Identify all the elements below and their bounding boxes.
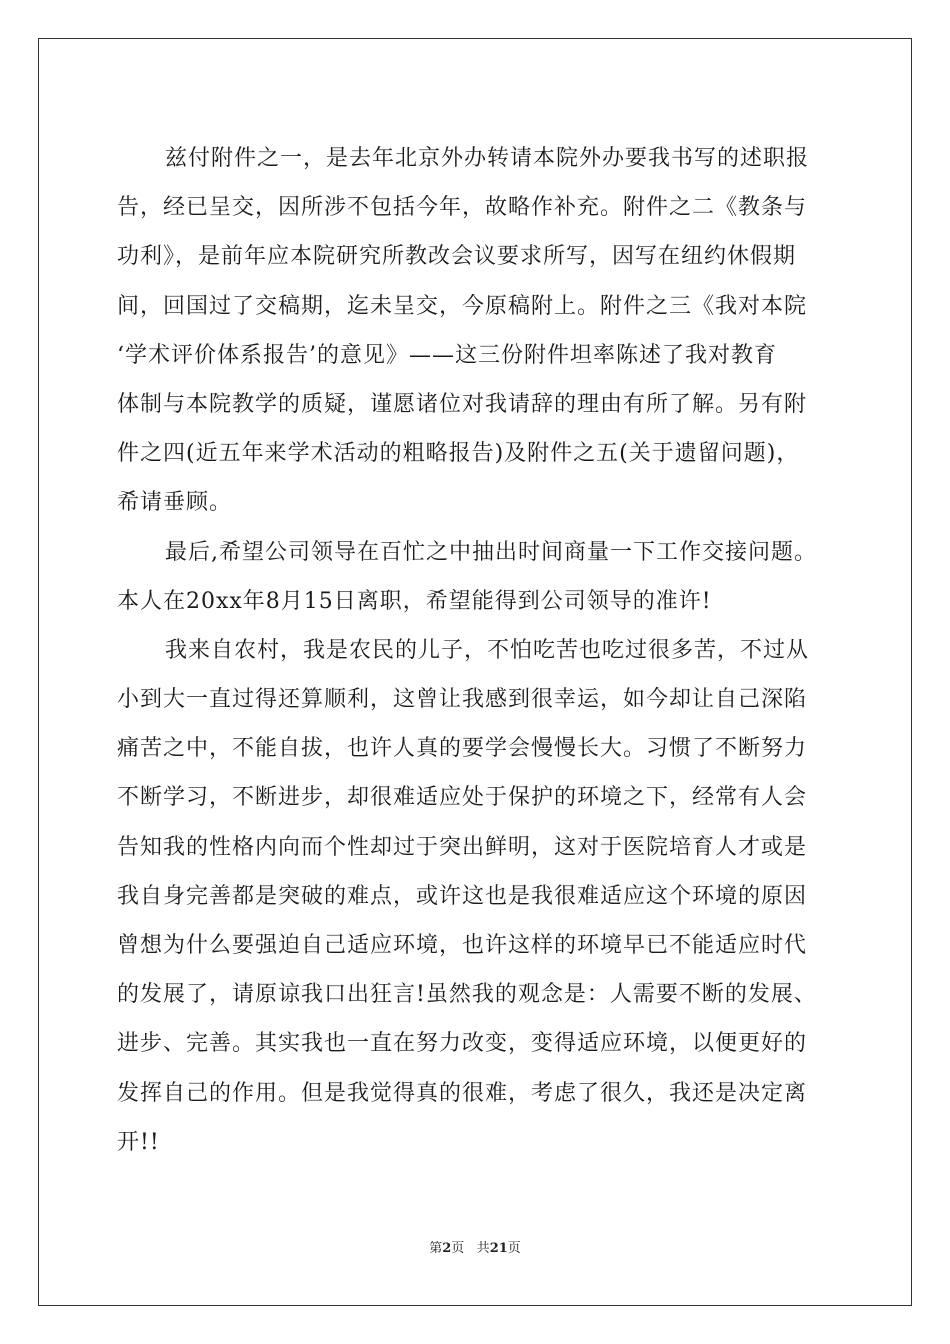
paragraph-1-line-8: 希请垂顾。 [117,490,233,516]
page-current: 2 [442,1241,452,1256]
paragraph-3-line-6: 我自身完善都是突破的难点，或许这也是我很难适应这个环境的原因 [117,883,808,909]
page-footer [39,1237,911,1256]
paragraph-3-line-7: 曾想为什么要强迫自己适应环境，也许这样的环境早已不能适应时代 [117,933,808,958]
paragraph-2-line-1: 最后,希望公司领导在百忙之中抽出时间商量一下工作交接问题。 [165,539,817,565]
page-suffix: 页 [451,1241,465,1256]
paragraph-1-line-5: ‘学术评价体系报告’的意见》——这三份附件坦率陈述了我对教育 [117,342,777,368]
paragraph-3-line-2: 小到大一直过得还算顺利，这曾让我感到很幸运，如今却让自己深陷 [117,687,808,713]
paragraph-3-line-9: 进步、完善。其实我也一直在努力改变，变得适应环境，以便更好的 [117,1031,808,1057]
total-suffix: 页 [507,1241,521,1256]
paragraph-1-line-1: 兹付附件之一，是去年北京外办转请本院外办要我书写的述职报 [165,146,810,171]
paragraph-3-line-10: 发挥自己的作用。但是我觉得真的很难，考虑了很久，我还是决定离 [117,1080,808,1106]
page-prefix: 第 [429,1241,443,1256]
paragraph-3-line-5: 告知我的性格内向而个性却过于突出鲜明，这对于医院培育人才或是 [117,834,808,860]
document-body [117,134,837,1167]
paragraph-1-line-2: 告，经已呈交，因所涉不包括今年，故略作补充。附件之二《教条与 [117,195,808,221]
paragraph-1-line-3: 功利》，是前年应本院研究所教改会议要求所写，因写在纽约休假期 [117,244,797,270]
paragraph-2-line-2: 本人在20xx年8月15日离职，希望能得到公司领导的准许! [117,588,712,614]
paragraph-3-line-3: 痛苦之中，不能自拔，也许人真的要学会慢慢长大。习惯了不断努力 [117,736,808,762]
paragraph-1-line-6: 体制与本院教学的质疑，谨愿诸位对我请辞的理由有所了解。另有附 [117,391,808,417]
paragraph-3-line-8: 的发展了，请原谅我口出狂言!虽然我的观念是：人需要不断的发展、 [117,982,817,1008]
paragraph-3-line-1: 我来自农村，我是农民的儿子，不怕吃苦也吃过很多苦，不过从 [165,637,810,663]
paragraph-1-line-7: 件之四(近五年来学术活动的粗略报告)及附件之五(关于遗留问题)， [117,441,800,467]
paragraph-3-line-11: 开!! [117,1129,160,1155]
paragraph-1-line-4: 间，回国过了交稿期，迄未呈交，今原稿附上。附件之三《我对本院 [117,293,808,319]
page-total: 21 [489,1241,508,1256]
paragraph-3-line-4: 不断学习，不断进步，却很难适应处于保护的环境之下，经常有人会 [117,785,808,811]
total-prefix: 共 [476,1241,490,1256]
document-page [38,38,912,1306]
